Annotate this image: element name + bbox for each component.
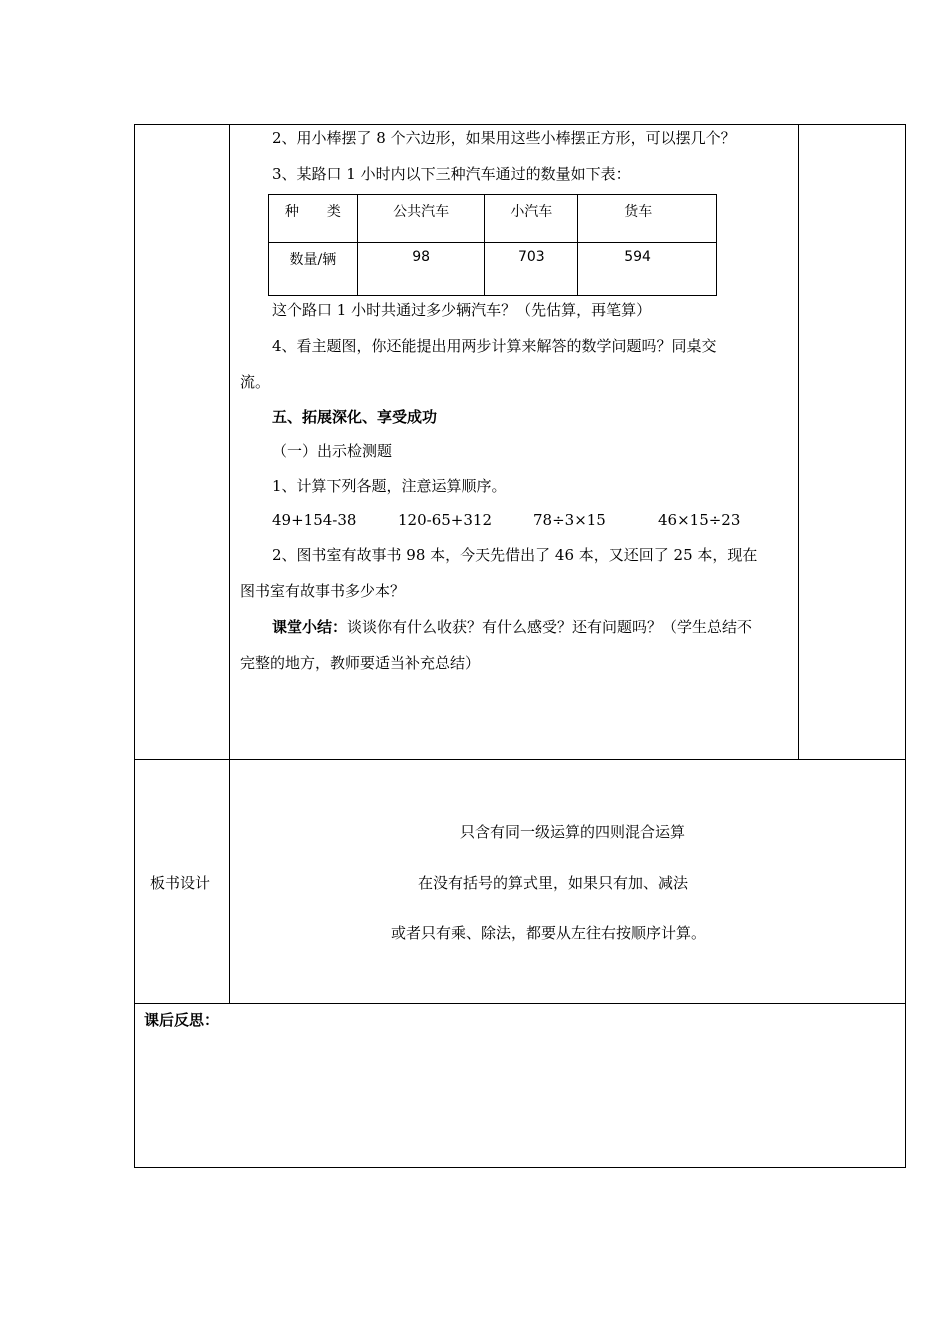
board-design-label: 板书设计 [150, 874, 211, 892]
exercise-2-line2: 图书室有故事书多少本？ [240, 582, 406, 600]
reflection-label: 课后反思： [144, 1011, 220, 1029]
row-divider-reflection [134, 1003, 906, 1004]
left-column-divider [229, 124, 230, 1004]
section-5-title: 五、拓展深化、享受成功 [272, 408, 438, 426]
table-header-bus: 公共汽车 [357, 195, 485, 243]
question-3-ask: 这个路口 1 小时共通过多少辆汽车？（先估算，再笔算） [272, 301, 652, 319]
table-header-truck: 货车 [578, 195, 717, 243]
exercise-2-line1: 2、图书室有故事书 98 本，今天先借出了 46 本，又还回了 25 本，现在 [272, 546, 758, 564]
right-column-divider [798, 124, 799, 759]
row-divider-board [134, 759, 906, 760]
subsection-1-title: （一）出示检测题 [272, 442, 393, 460]
table-cell-truck-count: 594 [578, 243, 717, 296]
question-4-line2: 流。 [240, 373, 271, 391]
question-3: 3、某路口 1 小时内以下三种汽车通过的数量如下表： [272, 165, 631, 183]
table-cell-car-count: 703 [485, 243, 578, 296]
table-row-label: 数量/辆 [269, 243, 358, 296]
class-summary-line2: 完整的地方，教师要适当补充总结） [240, 654, 481, 672]
class-summary-label: 课堂小结： [272, 618, 348, 636]
question-2: 2、用小棒摆了 8 个六边形，如果用这些小棒摆正方形，可以摆几个？ [272, 129, 736, 147]
expression-3: 78÷3×15 [533, 511, 606, 529]
expression-4: 46×15÷23 [658, 511, 741, 529]
table-header-car: 小汽车 [485, 195, 578, 243]
question-4-line1: 4、看主题图，你还能提出用两步计算来解答的数学问题吗？同桌交 [272, 337, 717, 355]
expression-1: 49+154-38 [272, 511, 357, 529]
class-summary-text: 谈谈你有什么收获？有什么感受？还有问题吗？（学生总结不 [347, 618, 753, 636]
board-line-1: 只含有同一级运算的四则混合运算 [460, 823, 686, 841]
expression-2: 120-65+312 [398, 511, 492, 529]
board-line-3: 或者只有乘、除法，都要从左往右按顺序计算。 [391, 924, 707, 942]
exercise-1: 1、计算下列各题，注意运算顺序。 [272, 477, 507, 495]
vehicle-count-table [268, 194, 717, 296]
class-summary [272, 617, 752, 637]
board-line-2: 在没有括号的算式里，如果只有加、减法 [418, 874, 689, 892]
table-header-category: 种 类 [269, 195, 358, 243]
table-cell-bus-count: 98 [357, 243, 485, 296]
